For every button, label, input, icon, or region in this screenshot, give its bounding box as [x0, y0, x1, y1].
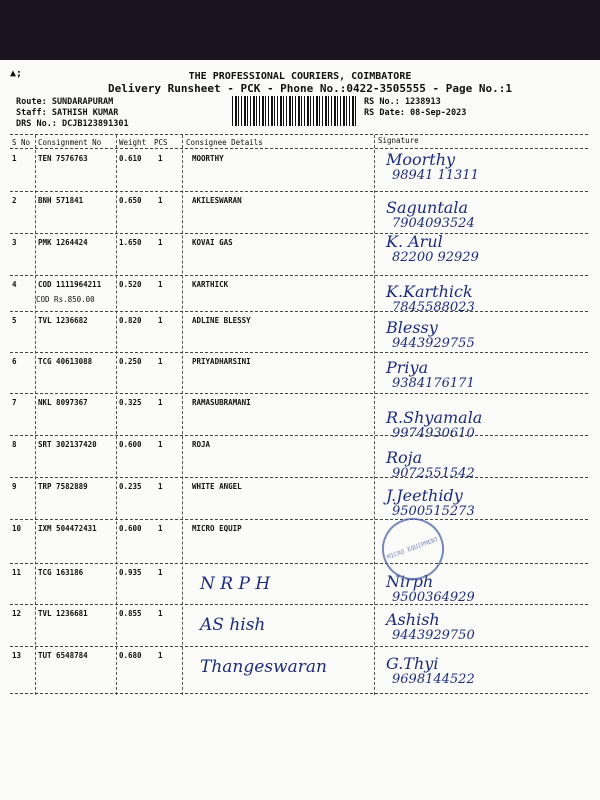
col-weight: Weight [119, 138, 147, 147]
col-consignee: Consignee Details [186, 138, 263, 147]
row-signature-phone: 9384176171 [392, 376, 475, 391]
row-sno: 3 [12, 238, 17, 247]
row-consignment-no: COD 1111964211 [38, 280, 102, 289]
row-weight: 0.820 [119, 316, 142, 325]
col-consignment: Consignment No [38, 138, 102, 147]
row-consignment-no: TVL 1236681 [38, 609, 88, 618]
row-weight: 0.610 [119, 154, 142, 163]
rs-date: RS Date: 08-Sep-2023 [364, 108, 467, 118]
row-sno: 8 [12, 440, 17, 449]
row-divider [10, 604, 588, 605]
row-sno: 11 [12, 568, 22, 577]
row-signature: K. Arul [386, 232, 443, 251]
row-weight: 0.250 [119, 357, 142, 366]
row-signature: Priya [386, 358, 429, 377]
row-divider [10, 693, 588, 694]
row-weight: 0.935 [119, 568, 142, 577]
staff-label: Staff: SATHISH KUMAR [16, 108, 119, 118]
row-divider [10, 435, 588, 436]
row-consignee-name: RAMASUBRAMANI [192, 398, 251, 407]
col-pcs: PCS [154, 138, 168, 147]
row-signature-phone: 82200 92929 [392, 250, 479, 265]
row-pcs: 1 [158, 357, 163, 366]
row-signature: G.Thyi [386, 654, 439, 673]
row-signature-phone: 9072551542 [392, 466, 475, 481]
row-consignee-name: MICRO EQUIP [192, 524, 242, 533]
row-sno: 1 [12, 154, 17, 163]
col-signature: Signature [378, 136, 419, 145]
row-signature-phone: 7845588023 [392, 300, 475, 315]
row-sno: 10 [12, 524, 22, 533]
column-divider [182, 135, 183, 695]
row-pcs: 1 [158, 238, 163, 247]
runsheet-title: Delivery Runsheet - PCK - Phone No.:0422-3505555 - Page No.:1 [108, 82, 512, 95]
row-pcs: 1 [158, 524, 163, 533]
row-signature-phone: 9500364929 [392, 590, 475, 605]
table-header-rule [10, 148, 588, 149]
row-pcs: 1 [158, 280, 163, 289]
row-sno: 12 [12, 609, 22, 618]
barcode [232, 96, 358, 126]
row-signature: Roja [386, 448, 423, 467]
row-divider [10, 352, 588, 353]
row-signature-phone: 9443929755 [392, 336, 475, 351]
row-sno: 13 [12, 651, 22, 660]
row-signature-phone: 98941 11311 [392, 168, 479, 183]
column-divider [374, 135, 375, 695]
row-consignment-no: IXM 504472431 [38, 524, 97, 533]
row-signature-phone: 9500515273 [392, 504, 475, 519]
row-consignment-no: TUT 6548784 [38, 651, 88, 660]
row-divider [10, 233, 588, 234]
row-divider [10, 191, 588, 192]
row-divider [10, 646, 588, 647]
row-weight: 0.650 [119, 196, 142, 205]
row-signature: Blessy [386, 318, 438, 337]
row-divider [10, 275, 588, 276]
row-consignment-no: SRT 302137420 [38, 440, 97, 449]
row-consignment-no: BNH 571841 [38, 196, 84, 205]
row-weight: 0.680 [119, 651, 142, 660]
row-signature: J.Jeethidy [386, 486, 463, 505]
row-pcs: 1 [158, 196, 163, 205]
row-sno: 6 [12, 357, 17, 366]
row-pcs: 1 [158, 482, 163, 491]
row-consignment-no: TCG 40613088 [38, 357, 93, 366]
row-signature-phone: 9443929750 [392, 628, 475, 643]
row-consignee-name: ADLINE BLESSY [192, 316, 251, 325]
row-signature: K.Karthick [386, 282, 473, 301]
row-divider [10, 477, 588, 478]
row-sno: 9 [12, 482, 17, 491]
row-consignment-no: TEN 7576763 [38, 154, 88, 163]
row-signature: R.Shyamala [386, 408, 483, 427]
row-signature: Nirph [386, 572, 434, 591]
corner-mark: ▲; [10, 68, 23, 79]
company-stamp: MICRO EQUIPMENT [373, 509, 452, 588]
row-divider [10, 563, 588, 564]
row-weight: 0.600 [119, 440, 142, 449]
drs-number: DRS No.: DCJB123891301 [16, 119, 129, 129]
row-weight: 0.855 [119, 609, 142, 618]
row-sno: 2 [12, 196, 17, 205]
rs-number: RS No.: 1238913 [364, 97, 441, 107]
row-consignment-no: NKL 8097367 [38, 398, 88, 407]
row-signature: Moorthy [386, 150, 456, 169]
column-divider [116, 135, 117, 695]
row-consignee-name: MOORTHY [192, 154, 224, 163]
row-pcs: 1 [158, 568, 163, 577]
row-consignment-no: TCG 163186 [38, 568, 84, 577]
row-handwritten-name: N R P H [200, 574, 271, 594]
row-divider [10, 519, 588, 520]
row-handwritten-name: AS hish [200, 615, 266, 635]
row-weight: 0.235 [119, 482, 142, 491]
row-consignment-no: TVL 1236682 [38, 316, 88, 325]
row-pcs: 1 [158, 316, 163, 325]
row-consignment-no: TRP 7582889 [38, 482, 88, 491]
row-consignee-name: KARTHICK [192, 280, 229, 289]
row-signature-phone: 9698144522 [392, 672, 475, 687]
row-consignment-no: PMK 1264424 [38, 238, 88, 247]
row-pcs: 1 [158, 398, 163, 407]
route-label: Route: SUNDARAPURAM [16, 97, 114, 107]
row-pcs: 1 [158, 609, 163, 618]
row-weight: 0.325 [119, 398, 142, 407]
table-top-rule [10, 134, 588, 135]
company-name: THE PROFESSIONAL COURIERS, COIMBATORE [188, 71, 412, 82]
column-divider [35, 135, 36, 695]
row-sno: 5 [12, 316, 17, 325]
row-consignee-name: AKILESWARAN [192, 196, 242, 205]
row-signature: Saguntala [386, 198, 468, 217]
row-weight: 0.520 [119, 280, 142, 289]
row-cod-amount: COD Rs.850.00 [36, 295, 95, 304]
row-consignee-name: WHITE ANGEL [192, 482, 242, 491]
row-pcs: 1 [158, 154, 163, 163]
row-consignee-name: PRIYADHARSINI [192, 357, 251, 366]
row-weight: 0.600 [119, 524, 142, 533]
row-divider [10, 393, 588, 394]
row-handwritten-name: Thangeswaran [200, 657, 327, 677]
row-sno: 7 [12, 398, 17, 407]
row-sno: 4 [12, 280, 17, 289]
col-sno: S No [12, 138, 31, 147]
scan-top-border [0, 0, 600, 60]
row-divider [10, 311, 588, 312]
row-signature-phone: 7904093524 [392, 216, 475, 231]
row-pcs: 1 [158, 440, 163, 449]
row-signature: Ashish [386, 610, 440, 629]
row-pcs: 1 [158, 651, 163, 660]
row-consignee-name: ROJA [192, 440, 211, 449]
row-weight: 1.650 [119, 238, 142, 247]
row-signature-phone: 9974930610 [392, 426, 475, 441]
row-consignee-name: KOVAI GAS [192, 238, 233, 247]
runsheet-page [0, 60, 600, 800]
